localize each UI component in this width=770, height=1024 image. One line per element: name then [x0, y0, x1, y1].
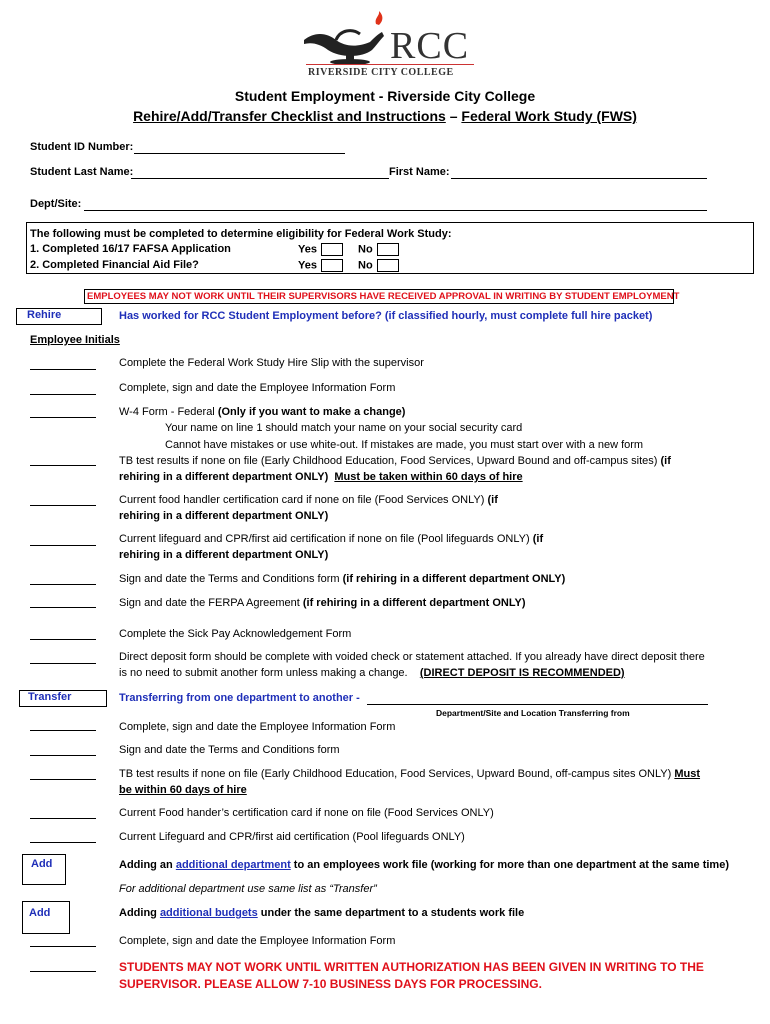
finaid-yes-checkbox[interactable] — [321, 259, 343, 272]
eligibility-item2: 2. Completed Financial Aid File? — [30, 259, 199, 271]
rehire-heading: Has worked for RCC Student Employment before? (if classified hourly, must complete full hire packet) — [119, 310, 653, 322]
final-notice-line2: SUPERVISOR. PLEASE ALLOW 7-10 BUSINESS DAYS FOR PROCESSING. — [119, 977, 542, 991]
add-department-note: For additional department use same list as “Transfer” — [119, 883, 377, 895]
rehire-item-3: W-4 Form - Federal (Only if you want to make a change) — [119, 406, 406, 418]
rehire-label: Rehire — [16, 308, 102, 325]
transfer-initials-4[interactable] — [30, 818, 96, 819]
rehire-initials-8[interactable] — [30, 607, 96, 608]
rehire-item-3-sub1: Your name on line 1 should match your name on your social security card — [165, 422, 523, 434]
add-initials-1[interactable] — [30, 946, 96, 947]
additional-department-link[interactable]: additional department — [175, 859, 291, 871]
rehire-item-4: TB test results if none on file (Early Childhood Education, Food Services, Upward Bound and off-campus sites) (if — [119, 455, 671, 467]
rehire-initials-5[interactable] — [30, 505, 96, 506]
transfer-item-1: Complete, sign and date the Employee Information Form — [119, 721, 396, 733]
add-item-1: Complete, sign and date the Employee Information Form — [119, 935, 396, 947]
eligibility-item1: 1. Completed 16/17 FAFSA Application — [30, 243, 231, 255]
transfer-item-2: Sign and date the Terms and Conditions form — [119, 744, 340, 756]
rehire-item-9: Complete the Sick Pay Acknowledgement Form — [119, 628, 352, 640]
transfer-initials-3[interactable] — [30, 779, 96, 780]
rehire-item-6: Current lifeguard and CPR/first aid certification if none on file (Pool lifeguards ONLY) (if — [119, 533, 544, 545]
transfer-heading: Transferring from one department to another - — [119, 692, 360, 704]
final-initials[interactable] — [30, 971, 96, 972]
additional-budgets-link[interactable]: additional budgets — [159, 907, 258, 919]
rehire-item-6-line2: rehiring in a different department ONLY) — [119, 549, 329, 561]
rehire-item-2: Complete, sign and date the Employee Information Form — [119, 382, 396, 394]
transfer-item-5: Current Lifeguard and CPR/first aid certification (Pool lifeguards ONLY) — [119, 831, 465, 843]
rehire-initials-4[interactable] — [30, 465, 96, 466]
finaid-no-checkbox[interactable] — [377, 259, 399, 272]
student-id-field[interactable] — [134, 153, 345, 154]
transfer-item-3: TB test results if none on file (Early Childhood Education, Food Services, Upward Bound, off-campus sites ONLY) Must — [119, 768, 701, 780]
logo-text: RCC — [390, 25, 470, 67]
add-department-heading: Adding an additional department to an employees work file (working for more than one department at the same time) — [119, 859, 729, 871]
rehire-item-10: Direct deposit form should be complete with voided check or statement attached. If you already have direct deposit there — [119, 651, 705, 663]
transfer-item-3-line2: be within 60 days of hire — [119, 784, 247, 796]
transfer-from-caption: Department/Site and Location Transferring from — [436, 708, 630, 718]
rehire-item-3-sub2: Cannot have mistakes or use white-out. If mistakes are made, you must start over with a new form — [165, 439, 644, 451]
transfer-from-field[interactable] — [367, 704, 708, 705]
rehire-item-5-line2: rehiring in a different department ONLY) — [119, 510, 329, 522]
rehire-initials-10[interactable] — [30, 663, 96, 664]
rehire-initials-9[interactable] — [30, 639, 96, 640]
add-budget-label: Add — [22, 901, 70, 934]
rehire-initials-3[interactable] — [30, 417, 96, 418]
rehire-item-5: Current food handler certification card if none on file (Food Services ONLY) (if — [119, 494, 498, 506]
rehire-item-4-line2: rehiring in a different department ONLY) Must be taken within 60 days of hire — [119, 471, 523, 483]
transfer-initials-5[interactable] — [30, 842, 96, 843]
finaid-yes[interactable]: Yes — [298, 259, 343, 272]
rehire-initials-7[interactable] — [30, 584, 96, 585]
dept-site-field[interactable] — [84, 210, 707, 211]
fafsa-no-checkbox[interactable] — [377, 243, 399, 256]
add-department-label: Add — [22, 854, 66, 885]
employee-initials-heading: Employee Initials — [30, 334, 120, 346]
last-name-field[interactable] — [131, 178, 389, 179]
subtitle-part1: Rehire/Add/Transfer Checklist and Instructions — [133, 108, 446, 124]
dept-site-label: Dept/Site: — [30, 198, 82, 210]
final-notice-line1: STUDENTS MAY NOT WORK UNTIL WRITTEN AUTHORIZATION HAS BEEN GIVEN IN WRITING TO THE — [119, 960, 704, 974]
page-subtitle — [0, 108, 770, 124]
subtitle-part2: Federal Work Study (FWS) — [461, 108, 637, 124]
transfer-item-4: Current Food hander’s certification card if none on file (Food Services ONLY) — [119, 807, 494, 819]
eligibility-heading: The following must be completed to determine eligibility for Federal Work Study: — [30, 228, 452, 240]
rehire-item-1: Complete the Federal Work Study Hire Slip with the supervisor — [119, 357, 424, 369]
student-id-label: Student ID Number: — [30, 141, 134, 153]
transfer-initials-1[interactable] — [30, 730, 96, 731]
fafsa-yes[interactable]: Yes — [298, 243, 343, 256]
first-name-field[interactable] — [451, 178, 707, 179]
approval-warning: EMPLOYEES MAY NOT WORK UNTIL THEIR SUPERVISORS HAVE RECEIVED APPROVAL IN WRITING BY STUDENT EMPLOYMENT — [84, 289, 674, 304]
rehire-item-8: Sign and date the FERPA Agreement (if rehiring in a different department ONLY) — [119, 597, 526, 609]
rehire-item-10-line2: is no need to submit another form unless making a change. (DIRECT DEPOSIT IS RECOMMENDED) — [119, 667, 625, 679]
logo-subtitle: RIVERSIDE CITY COLLEGE — [308, 67, 454, 78]
rehire-initials-2[interactable] — [30, 394, 96, 395]
transfer-label: Transfer — [19, 690, 107, 707]
rcc-logo — [300, 10, 480, 80]
fafsa-no[interactable]: No — [358, 243, 399, 256]
subtitle-dash: – — [445, 108, 462, 124]
last-name-label: Student Last Name: — [30, 166, 134, 178]
rehire-initials-1[interactable] — [30, 369, 96, 370]
finaid-no[interactable]: No — [358, 259, 399, 272]
add-budget-heading: Adding additional budgets under the same department to a students work file — [119, 907, 525, 919]
rehire-item-7: Sign and date the Terms and Conditions form (if rehiring in a different department ONLY) — [119, 573, 566, 585]
page-title: Student Employment - Riverside City College — [234, 88, 536, 104]
fafsa-yes-checkbox[interactable] — [321, 243, 343, 256]
lamp-icon — [300, 10, 396, 66]
rehire-initials-6[interactable] — [30, 545, 96, 546]
first-name-label: First Name: — [389, 166, 450, 178]
transfer-initials-2[interactable] — [30, 755, 96, 756]
